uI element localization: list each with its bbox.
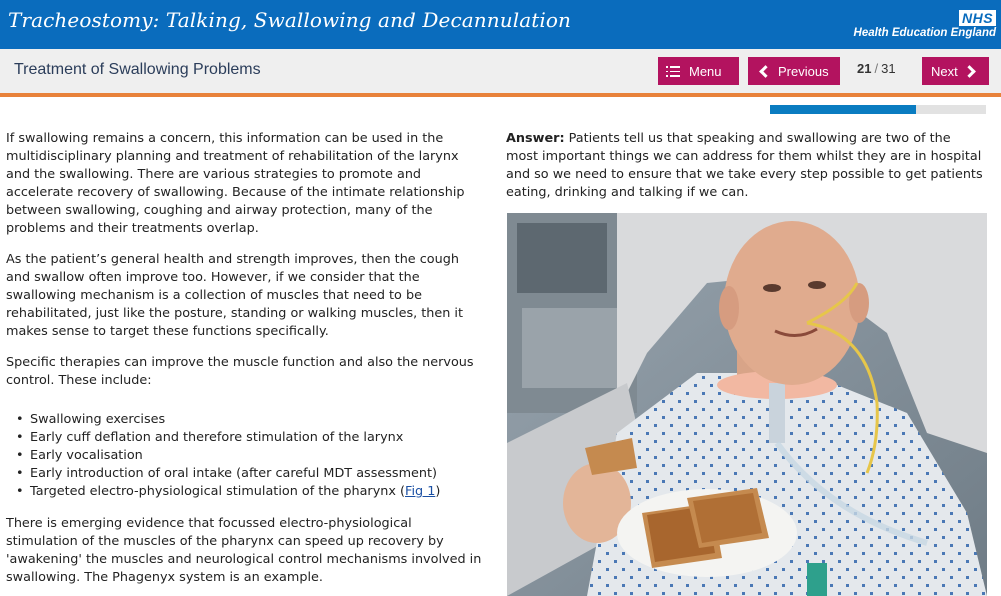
list-item: • Early vocalisation xyxy=(6,447,486,465)
page-header xyxy=(0,49,1001,93)
menu-icon xyxy=(666,65,680,77)
answer-paragraph xyxy=(506,130,986,202)
menu-label: Menu xyxy=(689,63,722,79)
previous-button[interactable] xyxy=(748,57,840,85)
fig-1-link[interactable]: Fig 1 xyxy=(405,484,436,499)
course-title: Tracheostomy: Talking, Swallowing and Decannulation xyxy=(8,8,572,32)
progress-fill xyxy=(770,105,916,114)
progress-bar xyxy=(770,105,986,114)
organisation-name: Health Education England xyxy=(853,27,996,39)
left-column xyxy=(6,130,486,596)
previous-label: Previous xyxy=(778,63,829,79)
patient-photo xyxy=(507,213,987,596)
answer-text: Patients tell us that speaking and swallowing are two of the most important things we can address for them whilst they are in hospital and so we need to ensure that we take every step possible to get patients eating, drinking and talking if we can. xyxy=(506,131,983,200)
list-item: • Swallowing exercises xyxy=(6,411,486,429)
menu-button[interactable] xyxy=(658,57,739,85)
chevron-left-icon xyxy=(759,65,772,78)
general-health-paragraph: As the patient’s general health and strength improves, then the cough and swallow often improve too. However, if we consider that the swallowing mechanism is a collection of muscles that need to be rehabilitated, just like the posture, standing or walking muscles, then it makes sense to target these functions specifically. xyxy=(6,252,464,339)
list-item: • Early cuff deflation and therefore stimulation of the larynx xyxy=(6,429,486,447)
patient-photo-illustration xyxy=(507,213,987,596)
current-page: 21 xyxy=(857,61,872,76)
list-item xyxy=(6,483,486,501)
list-item-text: Targeted electro-physiological stimulation of the pharynx ( xyxy=(30,484,406,499)
next-label: Next xyxy=(931,63,958,79)
course-banner xyxy=(0,0,1001,49)
page-separator: / xyxy=(874,61,879,76)
chevron-right-icon xyxy=(963,65,976,78)
therapies-list xyxy=(6,411,486,501)
list-item: • Early introduction of oral intake (after careful MDT assessment) xyxy=(6,465,486,483)
therapies-paragraph: Specific therapies can improve the muscle function and also the nervous control. These include: xyxy=(6,355,474,388)
list-item-suffix: ) xyxy=(435,484,441,499)
page-counter xyxy=(857,61,896,76)
total-pages: 31 xyxy=(881,61,896,76)
answer-label: Answer: xyxy=(506,131,565,146)
nhs-logo: NHS xyxy=(959,10,996,26)
page-title: Treatment of Swallowing Problems xyxy=(14,61,261,78)
right-column xyxy=(506,130,986,202)
evidence-paragraph: There is emerging evidence that focussed electro-physiological stimulation of the muscles of the pharynx can speed up recovery by 'awakening' the muscles and neurological control mechanisms involved in swallowing. The Phagenyx system is an example. xyxy=(6,516,482,585)
header-divider xyxy=(0,93,1001,97)
intro-paragraph: If swallowing remains a concern, this information can be used in the multidisciplinary planning and treatment of rehabilitation of the larynx and the swallowing. There are various strategies to promote and accelerate recovery of swallowing. Because of the intimate relationship between swallowing, coughing and airway protection, many of the problems and their treatments overlap. xyxy=(6,131,465,236)
next-button[interactable] xyxy=(922,57,989,85)
